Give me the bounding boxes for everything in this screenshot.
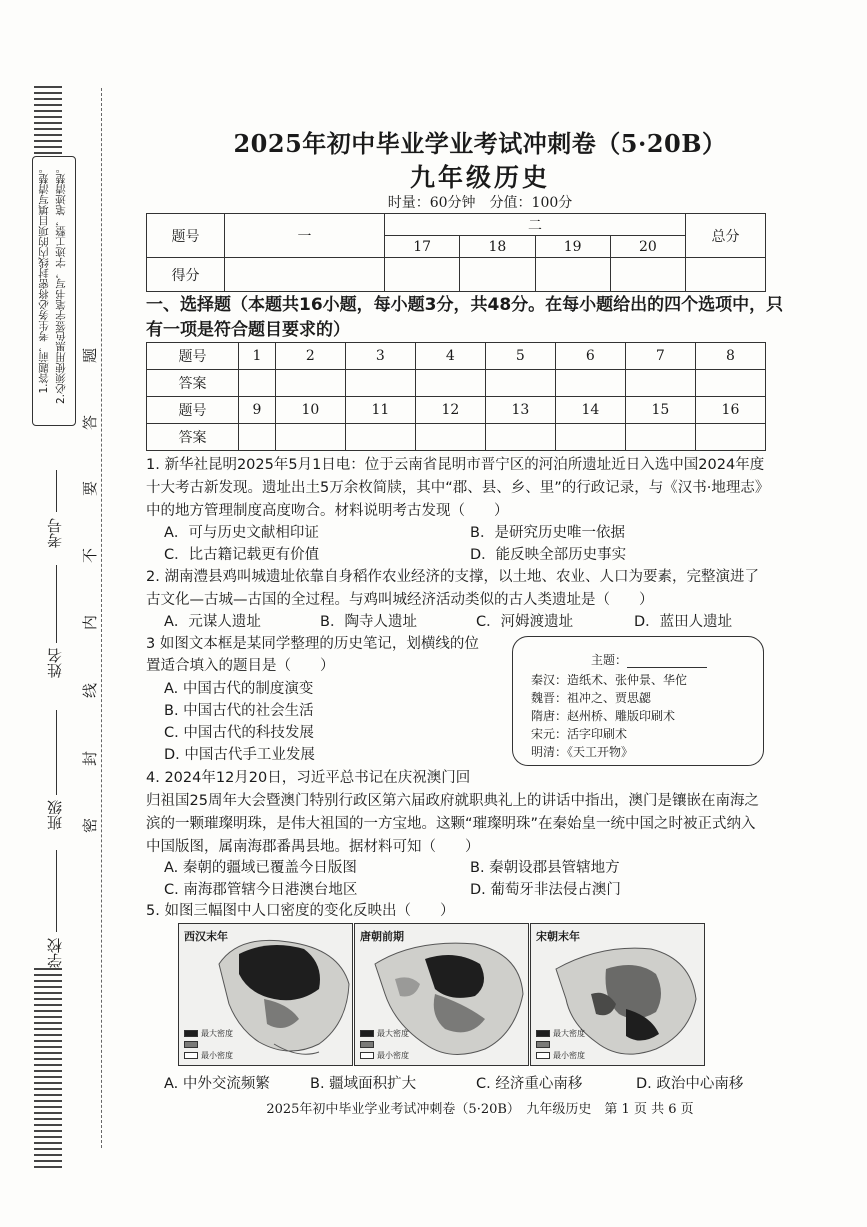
legend-max-label: 最大密度 [553,1029,585,1038]
question-5-option-c[interactable]: C. 经济重心南移 [476,1076,583,1092]
question-3-stem-line2: 置适合填入的题目是（ ） [146,658,335,674]
answer-num: 15 [625,397,695,424]
question-1-option-c[interactable]: C．比古籍记载更有价值 [164,547,320,563]
seal-char-6: 线 [81,682,100,699]
answer-label-daan: 答案 [147,370,239,397]
legend-swatch-max [184,1030,198,1037]
score-cell[interactable] [686,258,766,292]
score-label-defen: 得分 [147,258,225,292]
score-table [146,213,766,292]
answer-label-daan: 答案 [147,424,239,451]
question-2-option-a[interactable]: A．元谋人遗址 [164,614,261,630]
legend-max-label: 最大密度 [377,1029,409,1038]
legend-swatch-min [184,1052,198,1059]
question-3-stem-line1: 3 如图文本框是某同学整理的历史笔记，划横线的位 [146,636,479,652]
map-label-western-han: 西汉末年 [184,930,228,943]
legend-min-label: 最小密度 [201,1051,233,1060]
note-row: 秦汉：造纸术、张仲景、华佗 [531,673,688,687]
question-4-option-d[interactable]: D. 葡萄牙非法侵占澳门 [470,882,621,898]
map-label-late-song: 宋朝末年 [536,930,580,943]
seal-char-2: 答 [81,414,100,431]
field-exam-number-label: 考号 [46,518,64,548]
score-sub-18: 18 [460,236,535,258]
answer-cell[interactable] [345,424,415,451]
answer-cell[interactable] [485,370,555,397]
score-section-1: 一 [225,214,385,258]
answer-num: 1 [239,343,276,370]
question-3-option-a[interactable]: A. 中国古代的制度演变 [164,681,314,697]
legend-swatch-mid [360,1041,374,1048]
answer-cell[interactable] [625,370,695,397]
note-row: 魏晋：祖冲之、贾思勰 [531,691,652,705]
field-school-line[interactable] [56,850,57,932]
margin-pattern-top [34,86,62,154]
margin-pattern-bottom [34,968,62,1168]
note-row: 隋唐：赵州桥、雕版印刷术 [531,709,676,723]
answer-num: 3 [345,343,415,370]
answer-cell[interactable] [695,370,765,397]
score-sub-20: 20 [610,236,685,258]
answer-num: 5 [485,343,555,370]
field-class-label: 班级 [46,800,64,830]
answer-cell[interactable] [275,370,345,397]
exam-note-1: 1.答题前，考生务必将密封线内的项目填写清楚。 [38,163,50,394]
field-class-line[interactable] [56,710,57,795]
answer-cell[interactable] [485,424,555,451]
seal-char-5: 内 [81,614,100,631]
score-cell[interactable] [460,258,535,292]
note-topic-label: 主题： [591,653,628,667]
question-5-option-d[interactable]: D. 政治中心南移 [636,1076,744,1092]
seal-char-7: 封 [81,750,100,767]
answer-num: 11 [345,397,415,424]
answer-num: 13 [485,397,555,424]
map-label-early-tang: 唐朝前期 [360,930,404,943]
map-legend [536,1026,585,1061]
legend-swatch-mid [536,1041,550,1048]
answer-cell[interactable] [239,424,276,451]
score-cell[interactable] [610,258,685,292]
answer-cell[interactable] [415,370,485,397]
map-legend [360,1026,409,1061]
note-row: 明清：《天工开物》 [531,745,634,759]
question-1-option-b[interactable]: B．是研究历史唯一依据 [470,525,625,541]
note-topic [531,651,753,668]
legend-swatch-max [536,1030,550,1037]
legend-swatch-min [536,1052,550,1059]
answer-num: 4 [415,343,485,370]
score-sub-17: 17 [385,236,460,258]
question-5-option-b[interactable]: B. 疆域面积扩大 [310,1076,417,1092]
note-row: 宋元：活字印刷术 [531,727,628,741]
answer-num: 12 [415,397,485,424]
exam-note-2: 2.必须使用黑色签字笔书写，字迹工整，笔迹清楚。 [55,163,67,405]
exam-meta: 时量：60分钟 分值：100分 [387,195,573,211]
score-cell[interactable] [385,258,460,292]
legend-swatch-min [360,1052,374,1059]
question-3-option-b[interactable]: B. 中国古代的社会生活 [164,703,314,719]
question-1-option-d[interactable]: D．能反映全部历史事实 [470,547,627,563]
score-cell[interactable] [535,258,610,292]
field-name-label: 姓名 [46,648,64,678]
question-4-option-c[interactable]: C. 南海郡管辖今日港澳台地区 [164,882,358,898]
score-section-2: 二 [385,214,686,236]
answer-cell[interactable] [415,424,485,451]
map-late-song [530,923,705,1066]
score-total-label: 总分 [686,214,766,258]
answer-num: 9 [239,397,276,424]
legend-swatch-mid [184,1041,198,1048]
question-3-option-c[interactable]: C. 中国古代的科技发展 [164,725,314,741]
field-school-label: 学校 [46,938,64,968]
question-3-option-d[interactable]: D. 中国古代手工业发展 [164,747,315,763]
exam-notes-box [32,156,76,426]
answer-num: 2 [275,343,345,370]
question-4-option-a[interactable]: A. 秦朝的疆域已覆盖今日版图 [164,860,357,876]
legend-max-label: 最大密度 [201,1029,233,1038]
answer-cell[interactable] [275,424,345,451]
answer-table [146,342,766,451]
question-2-option-c[interactable]: C．河姆渡遗址 [476,614,574,630]
map-western-han [178,923,353,1066]
seal-char-8: 密 [81,817,100,834]
answer-cell[interactable] [239,370,276,397]
answer-cell[interactable] [625,424,695,451]
page-footer: 2025年初中毕业学业考试冲刺卷（5·20B） 九年级历史 第 1 页 共 6 页 [266,1102,694,1117]
seal-char-3: 要 [81,480,100,497]
question-4-stem-rest: 归祖国25周年大会暨澳门特别行政区第六届政府就职典礼上的讲话中指出，澳门是镶嵌在南海之滨的一颗璀璨明珠，是伟大祖国的一方宝地。这颗“璀璨明珠”在秦始皇一统中国之时被正式纳入中国版图，属南海郡番禺县地。据材料可知（ ） [146,793,759,855]
answer-label-tihao: 题号 [147,343,239,370]
question-2-stem: 2. 湖南澧县鸡叫城遗址依靠自身稻作农业经济的支撑，以土地、农业、人口为要素，完整演进了古文化—古城—古国的全过程。与鸡叫城经济活动类似的古人类遗址是（ ） [146,569,759,608]
map-early-tang [354,923,529,1066]
question-1-stem: 1. 新华社昆明2025年5月1日电：位于云南省昆明市晋宁区的河泊所遗址近日入选中国2024年度十大考古新发现。遗址出土5万余枚简牍，其中“郡、县、乡、里”的行政记录，与《汉书·地理志》中的地方管理制度高度吻合。材料说明考古发现（ ） [146,457,765,519]
map-legend [184,1026,233,1061]
answer-num: 7 [625,343,695,370]
field-name-line[interactable] [56,565,57,643]
answer-cell[interactable] [345,370,415,397]
history-note-box [512,636,764,766]
seal-line [101,88,102,1148]
question-5-option-a[interactable]: A. 中外交流频繁 [164,1076,270,1092]
answer-label-tihao: 题号 [147,397,239,424]
answer-num: 8 [695,343,765,370]
legend-swatch-max [360,1030,374,1037]
question-4-option-b[interactable]: B. 秦朝设郡县管辖地方 [470,860,620,876]
answer-cell[interactable] [555,424,625,451]
answer-cell[interactable] [555,370,625,397]
question-2-option-b[interactable]: B．陶寺人遗址 [320,614,417,630]
answer-num: 16 [695,397,765,424]
seal-char-1: 题 [81,347,100,364]
answer-num: 6 [555,343,625,370]
section-1-heading: 一、选择题（本题共16小题，每小题3分，共48分。在每小题给出的四个选项中，只有一项是符合题目要求的） [146,295,784,340]
seal-char-4: 不 [81,547,100,564]
answer-num: 14 [555,397,625,424]
question-4-stem-line1: 4. 2024年12月20日，习近平总书记在庆祝澳门回 [146,770,471,786]
answer-cell[interactable] [695,424,765,451]
answer-num: 10 [275,397,345,424]
note-topic-blank[interactable] [627,656,707,668]
field-exam-number-line[interactable] [56,470,57,512]
score-label-tihao: 题号 [147,214,225,258]
question-5-stem: 5. 如图三幅图中人口密度的变化反映出（ ） [146,903,455,919]
exam-subject: 九年级历史 [409,163,550,192]
legend-min-label: 最小密度 [553,1051,585,1060]
question-2-option-d[interactable]: D．蓝田人遗址 [634,614,733,630]
legend-min-label: 最小密度 [377,1051,409,1060]
exam-title: 2025年初中毕业学业考试冲刺卷（5·20B） [233,129,727,158]
score-cell[interactable] [225,258,385,292]
score-sub-19: 19 [535,236,610,258]
question-1-option-a[interactable]: A．可与历史文献相印证 [164,525,319,541]
